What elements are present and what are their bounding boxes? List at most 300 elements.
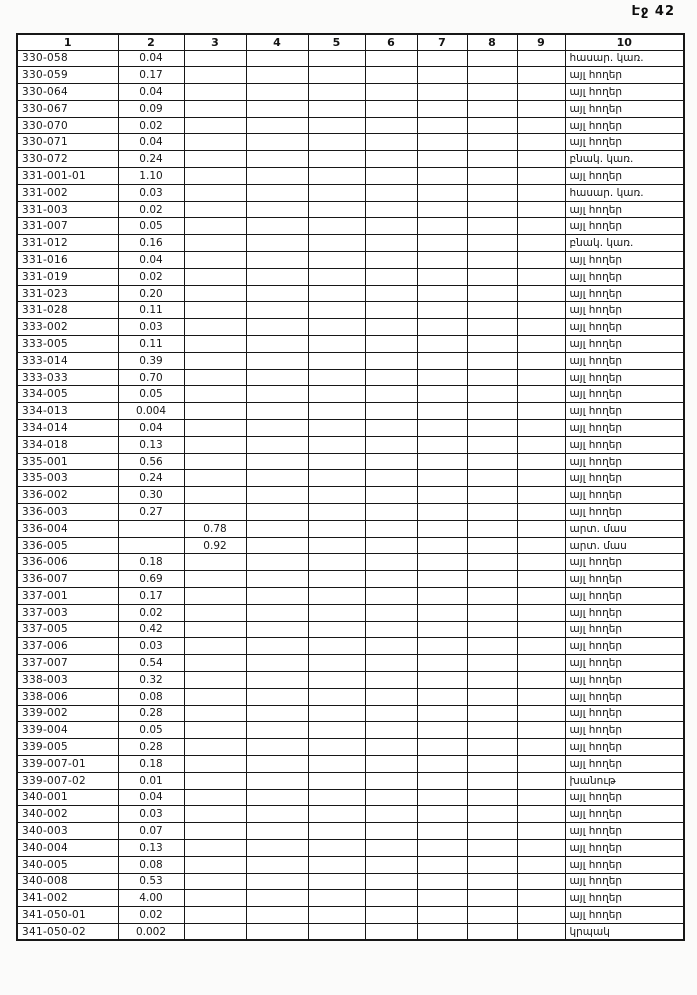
cell-col8 [467,671,517,688]
cell-col3 [184,470,246,487]
cell-col8 [467,554,517,571]
table-row [17,739,684,756]
cell-code: 333-014 [17,352,118,369]
cell-code: 341-050-02 [17,923,118,940]
cell-col3 [184,84,246,101]
cell-col7 [417,117,467,134]
cell-col7 [417,621,467,638]
table-row [17,201,684,218]
cell-code: 340-001 [17,789,118,806]
cell-col2: 0.17 [118,588,184,605]
table-row [17,923,684,940]
cell-col9 [517,218,565,235]
cell-code: 333-002 [17,319,118,336]
cell-col5 [308,134,365,151]
cell-col8 [467,285,517,302]
cell-land-type: այլ հողեր [565,604,684,621]
cell-col2: 0.53 [118,873,184,890]
cell-land-type: այլ հողեր [565,671,684,688]
cell-code: 336-005 [17,537,118,554]
cell-land-type: այլ հողեր [565,755,684,772]
cell-col4 [246,100,308,117]
table-row [17,285,684,302]
cell-col2: 0.13 [118,436,184,453]
cell-col7 [417,890,467,907]
cell-col3 [184,923,246,940]
cell-code: 330-064 [17,84,118,101]
cell-col2: 0.70 [118,369,184,386]
cell-land-type: այլ հողեր [565,117,684,134]
cell-col8 [467,604,517,621]
cell-col6 [365,554,417,571]
cell-col9 [517,201,565,218]
table-row [17,856,684,873]
cell-col7 [417,520,467,537]
cell-col7 [417,772,467,789]
cell-col7 [417,403,467,420]
cell-col3 [184,554,246,571]
cell-land-type: հասար. կառ. [565,50,684,67]
cell-col4 [246,890,308,907]
cell-land-type: այլ հողեր [565,487,684,504]
cell-col2: 0.01 [118,772,184,789]
cell-col7 [417,671,467,688]
cell-col9 [517,504,565,521]
cell-col5 [308,336,365,353]
cell-col4 [246,923,308,940]
column-header-3: 3 [184,34,246,50]
cell-col4 [246,117,308,134]
cell-col4 [246,671,308,688]
table-header-row [17,34,684,50]
cell-col3 [184,772,246,789]
cell-col3 [184,67,246,84]
cell-col9 [517,302,565,319]
cell-col2: 0.002 [118,923,184,940]
cell-col5 [308,470,365,487]
column-header-1: 1 [17,34,118,50]
cell-code: 333-005 [17,336,118,353]
column-header-9: 9 [517,34,565,50]
cell-col8 [467,420,517,437]
cell-col9 [517,688,565,705]
cell-land-type: բնակ. կառ. [565,151,684,168]
cell-col7 [417,352,467,369]
cell-land-type: արտ. մաս [565,537,684,554]
cell-col8 [467,100,517,117]
cell-land-type: այլ հողեր [565,554,684,571]
cell-col3 [184,386,246,403]
cell-col6 [365,504,417,521]
table-row [17,252,684,269]
cell-col7 [417,655,467,672]
cell-col7 [417,420,467,437]
cell-col9 [517,268,565,285]
table-row [17,420,684,437]
cell-col7 [417,907,467,924]
cell-col8 [467,218,517,235]
cell-col3 [184,436,246,453]
cell-col6 [365,268,417,285]
cell-land-type: այլ հողեր [565,839,684,856]
table-row [17,504,684,521]
cell-code: 331-019 [17,268,118,285]
cell-col3 [184,453,246,470]
column-header-2: 2 [118,34,184,50]
cell-col9 [517,755,565,772]
cell-col6 [365,722,417,739]
cell-col3 [184,168,246,185]
cell-col4 [246,806,308,823]
cell-col4 [246,285,308,302]
cell-col3 [184,201,246,218]
cell-col3 [184,823,246,840]
cell-col8 [467,755,517,772]
cell-col9 [517,923,565,940]
cell-col5 [308,117,365,134]
cell-col4 [246,873,308,890]
cell-col4 [246,755,308,772]
cell-land-type: այլ հողեր [565,420,684,437]
cell-land-type: այլ հողեր [565,688,684,705]
cell-land-type: այլ հողեր [565,403,684,420]
cell-col9 [517,873,565,890]
column-header-4: 4 [246,34,308,50]
cell-col4 [246,537,308,554]
cell-col2: 0.04 [118,84,184,101]
table-row [17,67,684,84]
cell-col6 [365,218,417,235]
cell-col9 [517,554,565,571]
cell-col7 [417,319,467,336]
cell-col4 [246,252,308,269]
cell-code: 336-006 [17,554,118,571]
cell-col2: 1.10 [118,168,184,185]
cell-code: 330-067 [17,100,118,117]
cell-land-type: այլ հողեր [565,806,684,823]
cell-col9 [517,705,565,722]
cell-col2: 0.004 [118,403,184,420]
cell-col9 [517,907,565,924]
cell-col6 [365,369,417,386]
table-row [17,588,684,605]
cell-col8 [467,134,517,151]
cell-code: 331-023 [17,285,118,302]
cell-code: 330-059 [17,67,118,84]
cell-col4 [246,470,308,487]
cell-col6 [365,571,417,588]
cell-col7 [417,336,467,353]
cell-col7 [417,537,467,554]
cell-col3 [184,50,246,67]
cell-col4 [246,336,308,353]
table-row [17,823,684,840]
cell-col6 [365,907,417,924]
cell-col2: 0.05 [118,218,184,235]
cell-col4 [246,907,308,924]
cell-col7 [417,184,467,201]
cell-col5 [308,184,365,201]
cell-col3 [184,671,246,688]
cell-col4 [246,688,308,705]
cell-col4 [246,151,308,168]
cell-col2: 0.11 [118,302,184,319]
cell-col8 [467,705,517,722]
cell-col3 [184,268,246,285]
cell-col6 [365,873,417,890]
cell-code: 337-006 [17,638,118,655]
cell-col9 [517,823,565,840]
cell-land-type: այլ հողեր [565,67,684,84]
cell-col8 [467,504,517,521]
cell-col4 [246,302,308,319]
column-header-5: 5 [308,34,365,50]
cell-col4 [246,218,308,235]
cell-col9 [517,117,565,134]
cell-col9 [517,638,565,655]
cell-col6 [365,134,417,151]
table-row [17,839,684,856]
table-row [17,621,684,638]
cell-col7 [417,436,467,453]
cell-col3 [184,420,246,437]
cell-col2: 0.24 [118,151,184,168]
cell-col2: 0.02 [118,201,184,218]
cell-col2: 0.54 [118,655,184,672]
cell-col5 [308,235,365,252]
table-row [17,436,684,453]
cell-code: 331-002 [17,184,118,201]
cell-code: 331-016 [17,252,118,269]
cell-col2: 0.13 [118,839,184,856]
cell-col2: 0.39 [118,352,184,369]
cell-land-type: այլ հողեր [565,352,684,369]
cell-col6 [365,755,417,772]
cell-col9 [517,722,565,739]
cell-col2: 0.03 [118,806,184,823]
cell-col7 [417,739,467,756]
cell-col3 [184,487,246,504]
cell-code: 337-001 [17,588,118,605]
column-header-8: 8 [467,34,517,50]
cell-col2: 0.17 [118,67,184,84]
cell-col9 [517,436,565,453]
cell-col3 [184,588,246,605]
cell-col5 [308,504,365,521]
cell-col7 [417,873,467,890]
cell-col4 [246,604,308,621]
table-row [17,604,684,621]
cell-col7 [417,688,467,705]
cell-col8 [467,403,517,420]
cell-col8 [467,638,517,655]
cell-col6 [365,470,417,487]
cell-land-type: այլ հողեր [565,856,684,873]
cell-col6 [365,302,417,319]
cell-col4 [246,403,308,420]
cell-col6 [365,588,417,605]
cell-col2: 0.03 [118,638,184,655]
cell-code: 336-007 [17,571,118,588]
cell-col2: 0.69 [118,571,184,588]
cell-code: 337-005 [17,621,118,638]
cell-col5 [308,436,365,453]
cell-col6 [365,352,417,369]
cell-col8 [467,168,517,185]
cell-col7 [417,839,467,856]
cell-col2: 0.18 [118,554,184,571]
cell-col2: 0.30 [118,487,184,504]
cell-land-type: այլ հողեր [565,201,684,218]
cell-col5 [308,352,365,369]
cell-col6 [365,655,417,672]
cell-col9 [517,588,565,605]
cell-col9 [517,386,565,403]
cell-col4 [246,487,308,504]
land-register-table [16,33,685,941]
table-row [17,789,684,806]
cell-col2: 0.04 [118,252,184,269]
cell-col9 [517,352,565,369]
cell-col5 [308,873,365,890]
cell-col5 [308,268,365,285]
cell-col9 [517,890,565,907]
cell-col6 [365,319,417,336]
cell-code: 339-002 [17,705,118,722]
cell-col8 [467,520,517,537]
cell-land-type: այլ հողեր [565,285,684,302]
cell-land-type: կրպակ [565,923,684,940]
cell-col4 [246,235,308,252]
cell-col6 [365,420,417,437]
cell-col7 [417,302,467,319]
cell-col8 [467,890,517,907]
cell-col2: 0.27 [118,504,184,521]
cell-col2: 0.16 [118,235,184,252]
table-row [17,319,684,336]
cell-col4 [246,386,308,403]
cell-col7 [417,369,467,386]
cell-col8 [467,453,517,470]
cell-col4 [246,168,308,185]
cell-col6 [365,386,417,403]
cell-col7 [417,168,467,185]
cell-col4 [246,420,308,437]
cell-col2: 0.08 [118,688,184,705]
cell-land-type: այլ հողեր [565,823,684,840]
cell-land-type: այլ հողեր [565,571,684,588]
cell-code: 330-071 [17,134,118,151]
cell-col7 [417,504,467,521]
cell-col6 [365,50,417,67]
cell-col7 [417,453,467,470]
cell-col8 [467,856,517,873]
cell-col7 [417,218,467,235]
cell-col4 [246,50,308,67]
cell-col7 [417,252,467,269]
cell-col5 [308,907,365,924]
cell-col8 [467,907,517,924]
cell-col9 [517,50,565,67]
cell-col3 [184,789,246,806]
cell-col8 [467,319,517,336]
cell-code: 339-007-01 [17,755,118,772]
cell-col6 [365,621,417,638]
cell-col8 [467,67,517,84]
cell-land-type: այլ հողեր [565,100,684,117]
table-row [17,571,684,588]
cell-col5 [308,386,365,403]
cell-col5 [308,252,365,269]
cell-col7 [417,789,467,806]
cell-col5 [308,823,365,840]
table-row [17,537,684,554]
cell-col8 [467,470,517,487]
cell-col3: 0.78 [184,520,246,537]
cell-col3 [184,755,246,772]
cell-col9 [517,655,565,672]
cell-col7 [417,806,467,823]
cell-col3 [184,705,246,722]
table-row [17,554,684,571]
cell-col5 [308,588,365,605]
cell-col6 [365,823,417,840]
cell-code: 330-072 [17,151,118,168]
cell-land-type: այլ հողեր [565,588,684,605]
cell-land-type: այլ հողեր [565,907,684,924]
table-row [17,453,684,470]
cell-land-type: հասար. կառ. [565,184,684,201]
cell-code: 340-004 [17,839,118,856]
cell-code: 335-003 [17,470,118,487]
cell-col2: 0.05 [118,386,184,403]
cell-land-type: այլ հողեր [565,873,684,890]
cell-code: 341-050-01 [17,907,118,924]
cell-col7 [417,856,467,873]
table-row [17,50,684,67]
cell-col4 [246,705,308,722]
cell-col9 [517,604,565,621]
cell-code: 340-003 [17,823,118,840]
cell-col4 [246,134,308,151]
cell-land-type: բնակ. կառ. [565,235,684,252]
table-row [17,806,684,823]
cell-land-type: այլ հողեր [565,638,684,655]
table-row [17,873,684,890]
cell-land-type: այլ հողեր [565,655,684,672]
cell-col8 [467,235,517,252]
cell-code: 337-003 [17,604,118,621]
table-row [17,688,684,705]
cell-col3 [184,638,246,655]
cell-code: 337-007 [17,655,118,672]
cell-col6 [365,923,417,940]
cell-col5 [308,453,365,470]
cell-col2: 0.04 [118,420,184,437]
cell-code: 330-058 [17,50,118,67]
cell-col4 [246,520,308,537]
cell-col6 [365,100,417,117]
cell-col8 [467,117,517,134]
cell-land-type: այլ հողեր [565,336,684,353]
cell-col4 [246,201,308,218]
cell-col3 [184,100,246,117]
cell-col2: 0.04 [118,789,184,806]
cell-col5 [308,856,365,873]
cell-code: 331-012 [17,235,118,252]
table-row [17,100,684,117]
cell-col6 [365,336,417,353]
